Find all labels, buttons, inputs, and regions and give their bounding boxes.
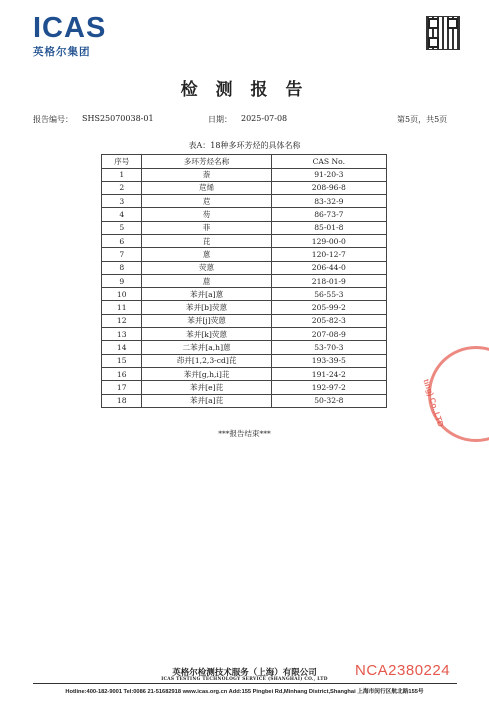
header-name: 多环芳烃名称 xyxy=(142,155,271,169)
qr-finder-icon xyxy=(447,18,458,29)
row-cas-number: 53-70-3 xyxy=(271,341,386,354)
row-pah-name: 茚并[1,2,3-cd]芘 xyxy=(142,354,271,367)
table-body xyxy=(102,168,387,407)
footer-contact: Hotline:400-182-9001 Tel:0086 21-51682918 www.icas.org.cn Add:155 Pingbei Rd,Minhang District,Shanghai 上海市闵行区航北路155号 xyxy=(65,689,424,695)
row-pah-name: 苊烯 xyxy=(142,181,271,194)
report-number-label: 报告编号： xyxy=(33,115,73,124)
report-number-value: SHS25070038-01 xyxy=(82,114,154,123)
report-title: 检 测 报 告 xyxy=(180,80,309,100)
table-row xyxy=(102,381,387,394)
table-row xyxy=(102,301,387,314)
table-row xyxy=(102,328,387,341)
row-pah-name: 苯并[a]蒽 xyxy=(142,288,271,301)
footer-company-en: ICAS TESTING TECHNOLOGY SERVICE (SHANGHAI) CO., LTD xyxy=(161,677,328,682)
row-pah-name: 苯并[a]芘 xyxy=(142,394,271,407)
row-cas-number: 86-73-7 xyxy=(271,208,386,221)
stamp-text: ting) Co.,LTD xyxy=(421,378,446,428)
row-cas-number: 193-39-5 xyxy=(271,354,386,367)
row-cas-number: 120-12-7 xyxy=(271,248,386,261)
row-index: 12 xyxy=(102,314,142,327)
row-index: 13 xyxy=(102,328,142,341)
header-index: 序号 xyxy=(102,155,142,169)
row-pah-name: 䓛 xyxy=(142,274,271,287)
row-cas-number: 191-24-2 xyxy=(271,367,386,380)
qr-finder-icon xyxy=(428,37,439,48)
logo-subtitle: 英格尔集团 xyxy=(33,46,91,58)
row-pah-name: 苯并[g,h,i]苝 xyxy=(142,367,271,380)
report-date-label: 日期： xyxy=(208,115,232,124)
row-cas-number: 91-20-3 xyxy=(271,168,386,181)
row-index: 4 xyxy=(102,208,142,221)
row-index: 3 xyxy=(102,195,142,208)
row-index: 16 xyxy=(102,367,142,380)
table-row xyxy=(102,221,387,234)
row-pah-name: 苯并[k]荧蒽 xyxy=(142,328,271,341)
row-pah-name: 苯并[b]荧蒽 xyxy=(142,301,271,314)
row-pah-name: 芘 xyxy=(142,234,271,247)
row-index: 11 xyxy=(102,301,142,314)
row-index: 17 xyxy=(102,381,142,394)
table-row xyxy=(102,367,387,380)
table-header-row xyxy=(102,155,387,169)
report-date-value: 2025-07-08 xyxy=(241,114,288,123)
row-pah-name: 苯并[j]荧蒽 xyxy=(142,314,271,327)
table-row xyxy=(102,168,387,181)
report-end-note: ***报告结束*** xyxy=(218,429,271,438)
table-row xyxy=(102,181,387,194)
row-cas-number: 56-55-3 xyxy=(271,288,386,301)
row-pah-name: 苊 xyxy=(142,195,271,208)
qr-code-icon xyxy=(426,16,460,50)
row-pah-name: 菲 xyxy=(142,221,271,234)
table-caption: 表A：18种多环芳烃的具体名称 xyxy=(188,141,301,150)
row-index: 5 xyxy=(102,221,142,234)
row-index: 10 xyxy=(102,288,142,301)
row-index: 6 xyxy=(102,234,142,247)
row-index: 2 xyxy=(102,181,142,194)
row-pah-name: 荧蒽 xyxy=(142,261,271,274)
table-row xyxy=(102,394,387,407)
row-cas-number: 206-44-0 xyxy=(271,261,386,274)
row-pah-name: 萘 xyxy=(142,168,271,181)
table-row xyxy=(102,288,387,301)
row-pah-name: 二苯并[a,h]蒽 xyxy=(142,341,271,354)
table-row xyxy=(102,274,387,287)
table-row xyxy=(102,354,387,367)
header-cas: CAS No. xyxy=(271,155,386,169)
row-pah-name: 苯并[e]芘 xyxy=(142,381,271,394)
row-cas-number: 50-32-8 xyxy=(271,394,386,407)
row-index: 8 xyxy=(102,261,142,274)
row-cas-number: 85-01-8 xyxy=(271,221,386,234)
company-logo xyxy=(33,14,106,59)
row-cas-number: 208-96-8 xyxy=(271,181,386,194)
row-pah-name: 蒽 xyxy=(142,248,271,261)
logo-text: ICAS xyxy=(33,12,107,44)
footer-company-cn: 英格尔检测技术服务（上海）有限公司 xyxy=(172,668,317,678)
page-info: 第5页，共5页 xyxy=(397,115,448,124)
table-row xyxy=(102,248,387,261)
pah-table xyxy=(101,154,387,408)
row-index: 15 xyxy=(102,354,142,367)
qr-finder-icon xyxy=(428,18,439,29)
row-index: 1 xyxy=(102,168,142,181)
table-row xyxy=(102,314,387,327)
footer-divider xyxy=(33,683,457,684)
row-index: 14 xyxy=(102,341,142,354)
row-cas-number: 129-00-0 xyxy=(271,234,386,247)
table-row xyxy=(102,261,387,274)
row-cas-number: 192-97-2 xyxy=(271,381,386,394)
row-cas-number: 207-08-9 xyxy=(271,328,386,341)
table-row xyxy=(102,208,387,221)
table-row xyxy=(102,341,387,354)
serial-number: NCA2380224 xyxy=(355,662,451,679)
row-cas-number: 205-82-3 xyxy=(271,314,386,327)
row-cas-number: 83-32-9 xyxy=(271,195,386,208)
row-cas-number: 205-99-2 xyxy=(271,301,386,314)
row-pah-name: 芴 xyxy=(142,208,271,221)
row-index: 7 xyxy=(102,248,142,261)
table-row xyxy=(102,234,387,247)
row-index: 18 xyxy=(102,394,142,407)
row-cas-number: 218-01-9 xyxy=(271,274,386,287)
table-row xyxy=(102,195,387,208)
row-index: 9 xyxy=(102,274,142,287)
